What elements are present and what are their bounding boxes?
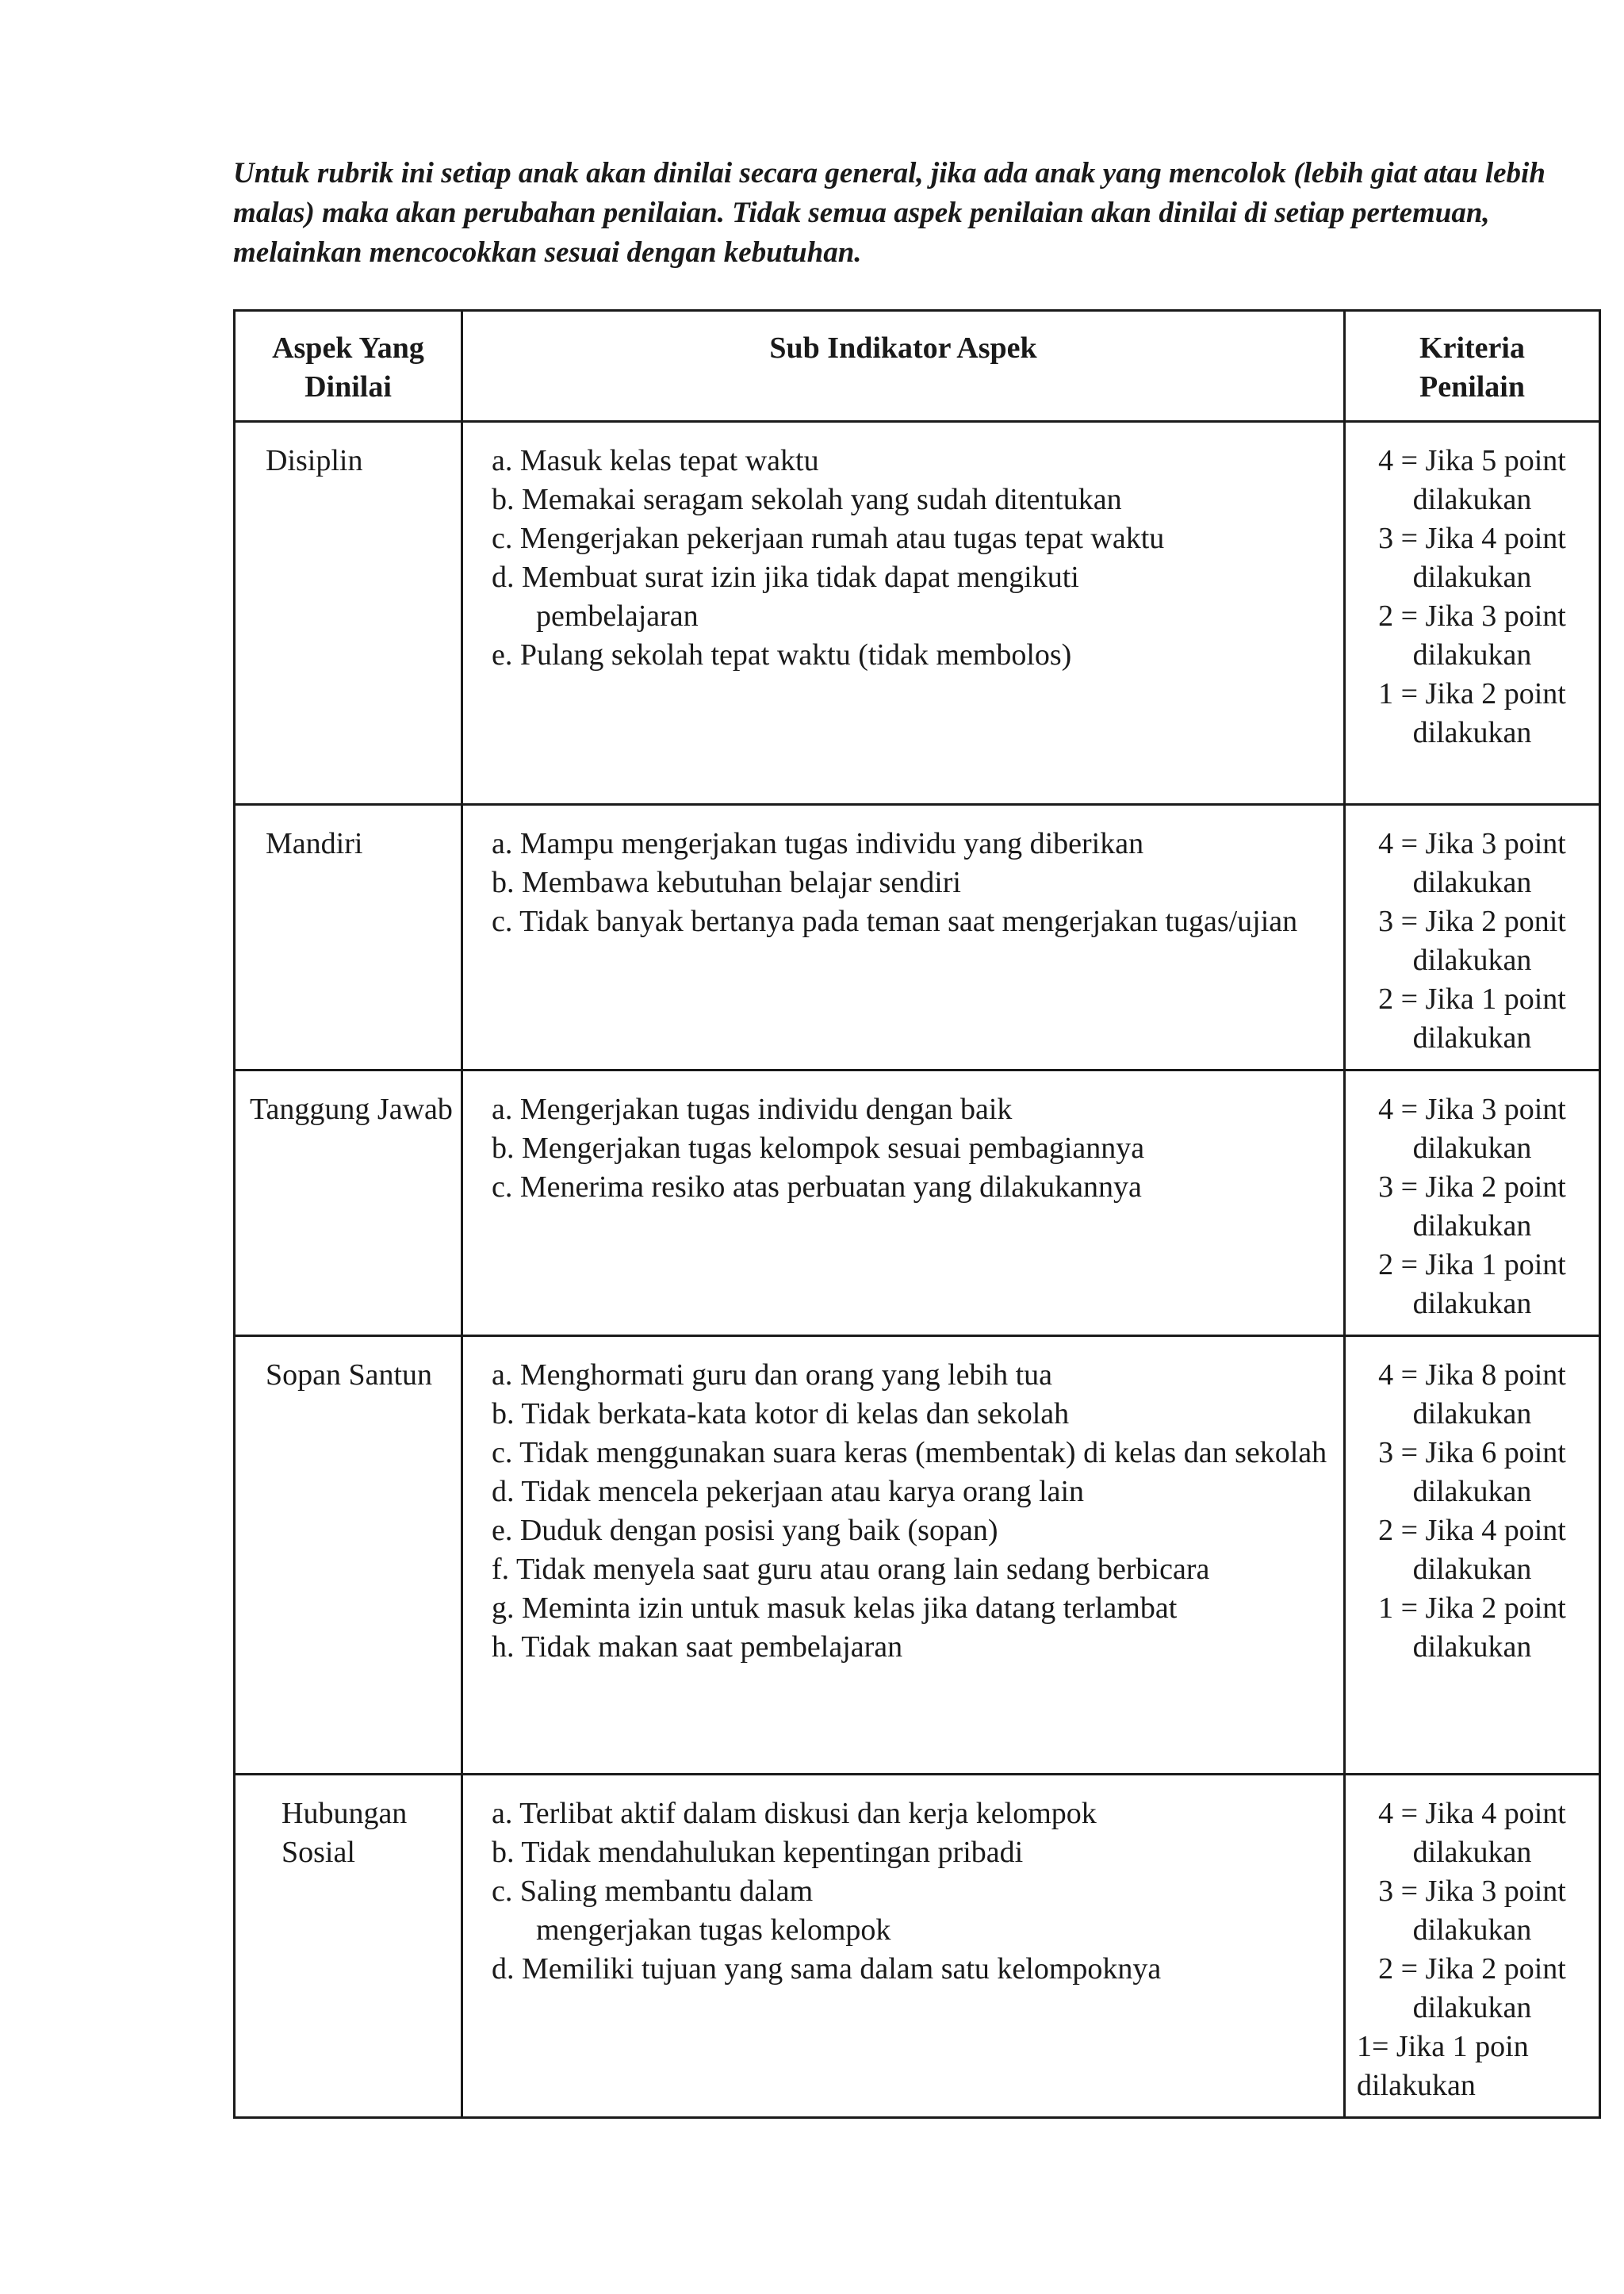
header-kriteria: Kriteria Penilain xyxy=(1345,311,1600,422)
sub-item: d. Membuat surat izin jika tidak dapat mengikuti xyxy=(492,561,1079,594)
sub-item: mengerjakan tugas kelompok xyxy=(536,1913,891,1947)
aspek-cell: Disiplin xyxy=(235,422,462,805)
sub-indikator-cell xyxy=(462,422,1345,805)
aspek-cell: Sopan Santun xyxy=(235,1336,462,1775)
sub-item: c. Saling membantu dalam xyxy=(492,1875,814,1908)
kriteria-item: 3 = Jika 2 point dilakukan xyxy=(1378,1170,1566,1243)
aspek-cell: Mandiri xyxy=(235,805,462,1070)
aspek-cell: Tanggung Jawab xyxy=(235,1070,462,1336)
kriteria-cell xyxy=(1345,1336,1600,1775)
aspek-cell: Hubungan Sosial xyxy=(235,1775,462,2118)
sub-item: h. Tidak makan saat pembelajaran xyxy=(492,1630,903,1664)
sub-item: c. Tidak banyak bertanya pada teman saat mengerjakan tugas/ujian xyxy=(492,905,1298,938)
kriteria-item: 4 = Jika 3 point dilakukan xyxy=(1378,827,1566,899)
kriteria-item: 4 = Jika 5 point dilakukan xyxy=(1378,444,1566,516)
kriteria-item: 3 = Jika 6 point dilakukan xyxy=(1378,1436,1566,1508)
sub-item: b. Tidak mendahulukan kepentingan pribadi xyxy=(492,1836,1024,1869)
kriteria-item: 3 = Jika 2 ponit dilakukan xyxy=(1378,905,1566,977)
kriteria-item: 1 = Jika 2 point dilakukan xyxy=(1378,1591,1566,1664)
intro-paragraph: Untuk rubrik ini setiap anak akan dinilai secara general, jika ada anak yang mencolok (lebih giat atau lebih malas) maka akan perubahan penilaian. Tidak semua aspek penilaian akan dinilai di setiap pertemuan, melainkan mencocokkan sesuai dengan kebutuhan. xyxy=(233,157,1545,269)
sub-item: c. Mengerjakan pekerjaan rumah atau tugas tepat waktu xyxy=(492,522,1165,555)
table-row-hubungan-sosial xyxy=(235,1775,1600,2118)
kriteria-item: 1 = Jika 2 point dilakukan xyxy=(1378,677,1566,749)
kriteria-item: 4 = Jika 4 point dilakukan xyxy=(1378,1797,1566,1869)
kriteria-item: 2 = Jika 1 point dilakukan xyxy=(1378,1248,1566,1320)
sub-indikator-cell xyxy=(462,1070,1345,1336)
kriteria-item: 1= Jika 1 poin dilakukan xyxy=(1357,2030,1529,2102)
sub-item: pembelajaran xyxy=(536,599,699,633)
sub-indikator-cell xyxy=(462,1336,1345,1775)
kriteria-cell xyxy=(1345,805,1600,1070)
table-row-mandiri xyxy=(235,805,1600,1070)
kriteria-item: 3 = Jika 3 point dilakukan xyxy=(1378,1875,1566,1947)
sub-item: f. Tidak menyela saat guru atau orang lain sedang berbicara xyxy=(492,1553,1210,1586)
sub-item: a. Menghormati guru dan orang yang lebih tua xyxy=(492,1358,1053,1392)
sub-item: b. Mengerjakan tugas kelompok sesuai pembagiannya xyxy=(492,1132,1145,1165)
sub-item: c. Menerima resiko atas perbuatan yang dilakukannya xyxy=(492,1170,1142,1204)
rubric-table xyxy=(233,309,1601,2119)
table-row-disiplin xyxy=(235,422,1600,805)
table-header-row xyxy=(235,311,1600,422)
sub-indikator-cell xyxy=(462,805,1345,1070)
sub-indikator-cell xyxy=(462,1775,1345,2118)
kriteria-item: 2 = Jika 4 point dilakukan xyxy=(1378,1514,1566,1586)
kriteria-cell xyxy=(1345,1070,1600,1336)
sub-item: b. Memakai seragam sekolah yang sudah ditentukan xyxy=(492,483,1122,516)
header-aspek: Aspek Yang Dinilai xyxy=(235,311,462,422)
sub-item: g. Meminta izin untuk masuk kelas jika datang terlambat xyxy=(492,1591,1178,1625)
kriteria-item: 4 = Jika 8 point dilakukan xyxy=(1378,1358,1566,1430)
sub-item: e. Pulang sekolah tepat waktu (tidak membolos) xyxy=(492,638,1072,672)
table-row-tanggung-jawab xyxy=(235,1070,1600,1336)
kriteria-item: 4 = Jika 3 point dilakukan xyxy=(1378,1093,1566,1165)
kriteria-cell xyxy=(1345,422,1600,805)
sub-item: a. Masuk kelas tepat waktu xyxy=(492,444,819,477)
sub-item: a. Mengerjakan tugas individu dengan baik xyxy=(492,1093,1013,1126)
sub-item: a. Mampu mengerjakan tugas individu yang diberikan xyxy=(492,827,1144,860)
kriteria-item: 2 = Jika 1 point dilakukan xyxy=(1378,982,1566,1055)
table-row-sopan-santun xyxy=(235,1336,1600,1775)
header-sub-indikator: Sub Indikator Aspek xyxy=(462,311,1345,422)
sub-item: d. Memiliki tujuan yang sama dalam satu kelompoknya xyxy=(492,1952,1162,1986)
kriteria-cell xyxy=(1345,1775,1600,2118)
kriteria-item: 2 = Jika 2 point dilakukan xyxy=(1378,1952,1566,2024)
sub-item: b. Membawa kebutuhan belajar sendiri xyxy=(492,866,961,899)
sub-item: a. Terlibat aktif dalam diskusi dan kerja kelompok xyxy=(492,1797,1097,1830)
sub-item: e. Duduk dengan posisi yang baik (sopan) xyxy=(492,1514,998,1547)
kriteria-item: 3 = Jika 4 point dilakukan xyxy=(1378,522,1566,594)
sub-item: c. Tidak menggunakan suara keras (membentak) di kelas dan sekolah d. Tidak mencela pekerjaan atau karya orang lain xyxy=(492,1436,1327,1508)
kriteria-item: 2 = Jika 3 point dilakukan xyxy=(1378,599,1566,672)
sub-item: b. Tidak berkata-kata kotor di kelas dan sekolah xyxy=(492,1397,1070,1430)
